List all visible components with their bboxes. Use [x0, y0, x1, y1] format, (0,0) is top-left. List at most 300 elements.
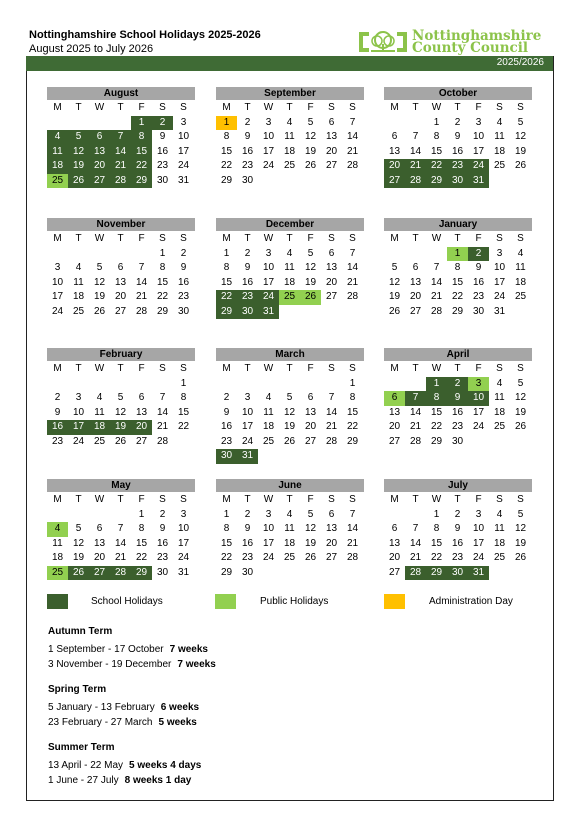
day-cell: 24 [468, 159, 489, 174]
day-cell: 8 [223, 523, 230, 534]
month-name: March [216, 348, 364, 361]
month-january [384, 218, 532, 319]
day-cell: 20 [89, 159, 110, 174]
day-cell: 23 [237, 290, 258, 305]
day-cell: 21 [346, 276, 359, 288]
day-cell: 6 [138, 392, 145, 403]
weekday-header: T [412, 233, 419, 244]
day-cell: 8 [180, 392, 187, 403]
day-cell: 22 [430, 552, 443, 563]
day-cell: 29 [426, 566, 447, 581]
month-grid [47, 232, 195, 319]
weekday-header: S [349, 494, 356, 505]
day-cell: 12 [514, 392, 527, 403]
day-cell: 26 [68, 174, 89, 189]
day-cell: 12 [93, 276, 106, 288]
blank-cell [279, 377, 300, 392]
day-cell: 10 [72, 406, 85, 418]
day-cell: 18 [493, 406, 506, 418]
day-cell: 9 [244, 262, 251, 273]
day-cell: 23 [177, 291, 190, 302]
day-cell: 27 [89, 566, 110, 581]
day-cell: 11 [47, 145, 68, 160]
day-cell: 2 [54, 392, 61, 403]
day-cell: 4 [96, 392, 103, 403]
day-cell: 22 [156, 291, 169, 302]
blank-cell [89, 247, 110, 262]
day-cell: 2 [152, 116, 173, 131]
month-grid [216, 101, 364, 188]
day-cell: 6 [328, 508, 335, 520]
blank-cell [89, 377, 110, 392]
day-cell: 29 [451, 305, 464, 317]
day-cell: 25 [493, 552, 506, 563]
day-cell: 31 [237, 449, 258, 464]
day-cell: 15 [430, 145, 443, 157]
day-cell: 18 [262, 421, 275, 432]
day-cell: 31 [468, 566, 489, 581]
day-cell: 28 [346, 160, 359, 171]
month-grid [47, 101, 195, 188]
day-cell: 20 [114, 291, 127, 302]
day-cell: 28 [346, 552, 359, 563]
day-cell: 2 [244, 508, 251, 520]
day-cell: 19 [388, 291, 401, 302]
day-cell: 8 [138, 523, 145, 534]
day-cell: 25 [514, 291, 527, 302]
day-cell: 13 [388, 145, 401, 157]
day-cell: 28 [325, 435, 338, 447]
day-cell: 18 [283, 537, 296, 549]
weekday-header: S [328, 233, 335, 244]
day-cell: 12 [304, 131, 317, 142]
day-cell: 19 [304, 537, 317, 549]
day-cell: 23 [451, 552, 464, 563]
day-cell: 10 [241, 406, 254, 418]
day-cell: 16 [241, 145, 254, 157]
day-cell: 24 [472, 421, 485, 432]
day-cell: 31 [177, 174, 190, 186]
day-cell: 30 [177, 305, 190, 317]
blank-cell [237, 377, 258, 392]
weekday-header: W [94, 494, 105, 505]
blank-cell [300, 377, 321, 392]
day-cell: 25 [47, 174, 68, 189]
blank-cell [384, 377, 405, 392]
month-name: November [47, 218, 195, 231]
day-cell: 12 [388, 276, 401, 288]
day-cell: 8 [131, 130, 152, 145]
day-cell: 22 [177, 421, 190, 432]
day-cell: 2 [244, 247, 251, 259]
day-cell: 21 [156, 421, 169, 432]
day-cell: 4 [286, 508, 293, 520]
day-cell: 21 [409, 552, 422, 563]
month-march [216, 348, 364, 464]
weekday-header: M [222, 363, 231, 374]
day-cell: 18 [47, 159, 68, 174]
weekday-header: S [180, 494, 187, 505]
weekday-header: S [180, 102, 187, 113]
day-cell: 22 [430, 421, 443, 432]
day-cell: 19 [110, 420, 131, 435]
day-cell: 19 [304, 145, 317, 157]
blank-cell [68, 508, 89, 523]
day-cell: 13 [325, 131, 338, 142]
blank-cell [131, 377, 152, 392]
weekday-header: F [475, 363, 482, 374]
day-cell: 1 [447, 247, 468, 262]
day-cell: 8 [223, 131, 230, 142]
month-october [384, 87, 532, 188]
day-cell: 24 [72, 435, 85, 447]
day-cell: 20 [325, 276, 338, 288]
day-cell: 25 [93, 435, 106, 447]
weekday-header: S [496, 233, 503, 244]
day-cell: 30 [472, 305, 485, 317]
day-cell: 1 [216, 116, 237, 131]
blank-cell [110, 508, 131, 523]
term-line: 23 February - 27 March 5 weeks [48, 716, 197, 728]
day-cell: 8 [433, 131, 440, 142]
day-cell: 5 [307, 116, 314, 128]
weekday-header: W [263, 363, 274, 374]
day-cell: 24 [177, 552, 190, 563]
weekday-header: F [475, 102, 482, 113]
day-cell: 20 [325, 537, 338, 549]
day-cell: 15 [220, 537, 233, 549]
day-cell: 27 [409, 305, 422, 317]
day-cell: 26 [283, 435, 296, 447]
term-line: 5 January - 13 February 6 weeks [48, 702, 200, 713]
tree-logo-icon [357, 30, 409, 54]
day-cell: 24 [51, 305, 64, 317]
blank-cell [110, 377, 131, 392]
day-cell: 1 [180, 377, 187, 389]
weekday-header: W [263, 102, 274, 113]
weekday-header: S [349, 102, 356, 113]
day-cell: 28 [110, 174, 131, 189]
weekday-header: S [517, 363, 524, 374]
day-cell: 13 [325, 262, 338, 273]
day-cell: 17 [472, 537, 485, 549]
day-cell: 28 [156, 435, 169, 447]
weekday-header: S [349, 363, 356, 374]
day-cell: 28 [135, 305, 148, 317]
day-cell: 5 [286, 392, 293, 403]
public-holiday-swatch [215, 594, 236, 609]
day-cell: 26 [114, 435, 127, 447]
day-cell: 3 [265, 508, 272, 520]
day-cell: 10 [177, 523, 190, 534]
day-cell: 31 [493, 305, 506, 317]
month-august [47, 87, 195, 188]
day-cell: 14 [409, 537, 422, 549]
day-cell: 12 [304, 262, 317, 273]
day-cell: 30 [447, 174, 468, 189]
weekday-header: S [496, 494, 503, 505]
day-cell: 8 [426, 391, 447, 406]
weekday-header: T [454, 363, 461, 374]
day-cell: 4 [47, 130, 68, 145]
day-cell: 11 [284, 523, 295, 534]
weekday-header: T [244, 494, 251, 505]
day-cell: 22 [346, 421, 359, 432]
day-cell: 23 [156, 160, 169, 171]
day-cell: 5 [517, 377, 524, 389]
month-name: July [384, 479, 532, 492]
blank-cell [110, 116, 131, 131]
day-cell: 23 [447, 159, 468, 174]
day-cell: 9 [180, 262, 187, 273]
month-grid [384, 232, 532, 319]
day-cell: 21 [409, 421, 422, 432]
day-cell: 7 [433, 262, 440, 273]
day-cell: 9 [454, 131, 461, 142]
day-cell: 26 [300, 290, 321, 305]
day-cell: 14 [430, 276, 443, 288]
day-cell: 25 [493, 421, 506, 432]
day-cell: 26 [514, 160, 527, 171]
day-cell: 10 [262, 131, 275, 142]
day-cell: 2 [223, 392, 230, 403]
day-cell: 20 [131, 420, 152, 435]
day-cell: 28 [405, 566, 426, 581]
weekday-header: T [286, 494, 293, 505]
weekday-header: T [117, 102, 124, 113]
day-cell: 29 [156, 305, 169, 317]
weekday-header: T [75, 494, 82, 505]
day-cell: 6 [89, 130, 110, 145]
day-cell: 27 [388, 566, 401, 578]
day-cell: 3 [496, 247, 503, 259]
day-cell: 7 [349, 508, 356, 520]
day-cell: 11 [73, 276, 84, 288]
day-cell: 17 [68, 420, 89, 435]
blank-cell [89, 508, 110, 523]
day-cell: 23 [241, 160, 254, 171]
day-cell: 18 [89, 420, 110, 435]
day-cell: 10 [177, 131, 190, 142]
day-cell: 2 [159, 508, 166, 520]
day-cell: 8 [433, 523, 440, 534]
day-cell: 16 [451, 537, 464, 549]
day-cell: 21 [346, 537, 359, 549]
day-cell: 18 [72, 291, 85, 302]
day-cell: 1 [138, 508, 145, 520]
day-cell: 11 [494, 523, 505, 534]
day-cell: 16 [451, 145, 464, 157]
weekday-header: M [222, 233, 231, 244]
day-cell: 13 [135, 406, 148, 418]
day-cell: 7 [349, 247, 356, 259]
day-cell: 29 [426, 174, 447, 189]
day-cell: 20 [388, 552, 401, 563]
day-cell: 9 [159, 131, 166, 142]
day-cell: 23 [451, 421, 464, 432]
weekday-header: S [180, 233, 187, 244]
weekday-header: S [517, 494, 524, 505]
day-cell: 20 [93, 552, 106, 563]
day-cell: 11 [263, 406, 274, 418]
month-april [384, 348, 532, 449]
day-cell: 29 [430, 435, 443, 447]
weekday-header: S [349, 233, 356, 244]
weekday-header: S [328, 363, 335, 374]
day-cell: 12 [68, 145, 89, 160]
day-cell: 9 [54, 406, 61, 418]
day-cell: 27 [325, 291, 338, 302]
blank-cell [426, 247, 447, 262]
council-name [412, 30, 541, 54]
weekday-header: F [307, 233, 314, 244]
day-cell: 13 [304, 406, 317, 418]
day-cell: 10 [472, 523, 485, 534]
day-cell: 22 [451, 291, 464, 302]
day-cell: 4 [75, 262, 82, 273]
day-cell: 18 [493, 145, 506, 157]
day-cell: 4 [286, 116, 293, 128]
day-cell: 10 [493, 262, 506, 273]
day-cell: 3 [265, 116, 272, 128]
day-cell: 5 [391, 262, 398, 273]
month-name: January [384, 218, 532, 231]
day-cell: 21 [346, 145, 359, 157]
day-cell: 14 [346, 131, 359, 142]
term-title: Spring Term [48, 684, 107, 695]
month-grid [47, 362, 195, 449]
day-cell: 19 [68, 159, 89, 174]
day-cell: 1 [426, 377, 447, 392]
day-cell: 23 [220, 435, 233, 447]
day-cell: 30 [237, 305, 258, 320]
blank-cell [68, 247, 89, 262]
day-cell: 13 [388, 537, 401, 549]
blank-cell [68, 116, 89, 131]
day-cell: 11 [515, 262, 526, 273]
blank-cell [131, 247, 152, 262]
day-cell: 17 [262, 145, 275, 157]
day-cell: 16 [47, 420, 68, 435]
blank-cell [384, 508, 405, 523]
logo-line-1: Nottinghamshire [412, 28, 542, 44]
weekday-header: M [53, 363, 62, 374]
month-july [384, 479, 532, 580]
term-line: 1 September - 17 October 7 weeks [48, 644, 208, 655]
day-cell: 1 [349, 377, 356, 389]
day-cell: 22 [220, 552, 233, 563]
weekday-header: T [454, 233, 461, 244]
day-cell: 7 [159, 392, 166, 403]
weekday-header: T [117, 494, 124, 505]
day-cell: 6 [307, 392, 314, 403]
day-cell: 29 [131, 566, 152, 581]
weekday-header: M [53, 494, 62, 505]
day-cell: 17 [262, 276, 275, 288]
day-cell: 30 [156, 174, 169, 186]
month-name: August [47, 87, 195, 100]
weekday-header: W [94, 102, 105, 113]
month-grid [384, 362, 532, 449]
day-cell: 21 [325, 421, 338, 432]
month-name: June [216, 479, 364, 492]
day-cell: 3 [475, 508, 482, 520]
blank-cell [405, 508, 426, 523]
day-cell: 29 [131, 174, 152, 189]
weekday-header: W [94, 363, 105, 374]
day-cell: 7 [412, 131, 419, 142]
day-cell: 30 [216, 449, 237, 464]
admin-day-swatch [384, 594, 405, 609]
day-cell: 9 [159, 523, 166, 534]
day-cell: 17 [177, 145, 190, 157]
day-cell: 14 [346, 523, 359, 534]
weekday-header: T [412, 494, 419, 505]
day-cell: 17 [262, 537, 275, 549]
day-cell: 18 [493, 537, 506, 549]
day-cell: 4 [496, 377, 503, 389]
day-cell: 15 [430, 537, 443, 549]
day-cell: 20 [325, 145, 338, 157]
day-cell: 30 [447, 566, 468, 581]
blank-cell [321, 377, 342, 392]
day-cell: 10 [468, 391, 489, 406]
day-cell: 9 [244, 131, 251, 142]
weekday-header: T [117, 363, 124, 374]
day-cell: 23 [156, 552, 169, 563]
legend-admin-label: Administration Day [429, 596, 513, 607]
day-cell: 1 [223, 508, 230, 520]
weekday-header: T [244, 233, 251, 244]
day-cell: 14 [325, 406, 338, 418]
day-cell: 17 [241, 421, 254, 432]
day-cell: 23 [51, 435, 64, 447]
term-dates [48, 626, 216, 800]
day-cell: 28 [409, 435, 422, 447]
day-cell: 26 [304, 552, 317, 563]
day-cell: 3 [180, 508, 187, 520]
month-name: September [216, 87, 364, 100]
day-cell: 24 [493, 291, 506, 302]
day-cell: 5 [517, 508, 524, 520]
day-cell: 3 [244, 392, 251, 403]
day-cell: 20 [304, 421, 317, 432]
day-cell: 1 [433, 508, 440, 520]
day-cell: 9 [223, 406, 230, 418]
day-cell: 27 [388, 435, 401, 447]
day-cell: 11 [284, 262, 295, 273]
day-cell: 2 [244, 116, 251, 128]
day-cell: 25 [283, 160, 296, 171]
day-cell: 1 [131, 116, 152, 131]
blank-cell [405, 377, 426, 392]
day-cell: 26 [388, 305, 401, 317]
day-cell: 6 [391, 131, 398, 142]
weekday-header: F [307, 494, 314, 505]
weekday-header: T [412, 363, 419, 374]
day-cell: 25 [47, 566, 68, 581]
page-title: Nottinghamshire School Holidays 2025-2026 [29, 29, 261, 41]
day-cell: 25 [72, 305, 85, 317]
day-cell: 17 [493, 276, 506, 288]
day-cell: 28 [110, 566, 131, 581]
day-cell: 17 [177, 537, 190, 549]
day-cell: 12 [514, 131, 527, 142]
year-label: 2025/2026 [496, 57, 544, 68]
weekday-header: S [517, 233, 524, 244]
day-cell: 15 [220, 276, 233, 288]
blank-cell [47, 116, 68, 131]
